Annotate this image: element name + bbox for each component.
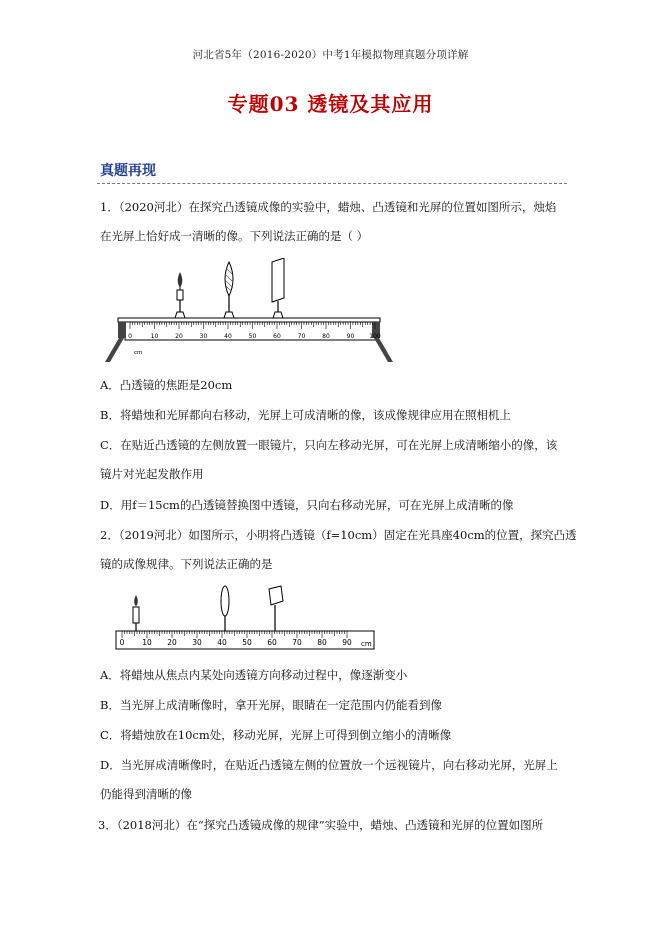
q2-ruler-unit: cm xyxy=(361,640,372,648)
q1-stem-line1: 1．（2020河北）在探究凸透镜成像的实验中，蜡烛、凸透镜和光屏的位置如图所示，烛焰 xyxy=(100,200,557,214)
q2-option-d-cont: 仍能得到清晰的像 xyxy=(100,787,192,801)
ruler-label: 100 xyxy=(369,333,381,340)
ruler-label: 50 xyxy=(248,333,257,340)
section-heading: 真题再现 xyxy=(100,163,156,179)
ruler-label: 70 xyxy=(292,638,302,647)
ruler-label: 50 xyxy=(242,638,252,647)
ruler-label: 30 xyxy=(199,333,208,340)
ruler-label: 40 xyxy=(217,638,227,647)
ruler-label: 90 xyxy=(346,333,355,340)
convex-lens-icon xyxy=(224,262,234,318)
q2-stem-line1: 2．（2019河北）如图所示，小明将凸透镜（f=10cm）固定在光具座40cm的位置，探究凸透 xyxy=(100,528,577,542)
ruler-label: 80 xyxy=(322,333,330,340)
ruler-label: 20 xyxy=(167,638,177,647)
q2-option-c: C．将蜡烛放在10cm处，移动光屏，光屏上可得到倒立缩小的清晰像 xyxy=(100,728,452,742)
ruler-label: 60 xyxy=(273,333,281,340)
ruler-label: 70 xyxy=(297,333,306,340)
ruler-label: 40 xyxy=(224,333,232,340)
bench-left-leg xyxy=(105,338,124,362)
ruler-label: 20 xyxy=(175,333,183,340)
q1-option-c-cont: 镜片对光起发散作用 xyxy=(100,467,204,481)
convex-lens-icon xyxy=(221,586,229,631)
page-title: 专题03 透镜及其应用 xyxy=(227,92,434,116)
q3-stem-line1: 3．（2018河北）在“探究凸透镜成像的规律”实验中，蜡烛、凸透镜和光屏的位置如图所 xyxy=(98,818,544,832)
ruler-label: 90 xyxy=(342,638,352,647)
bench-rail xyxy=(118,318,380,322)
ruler-label: 30 xyxy=(192,638,202,647)
section-divider xyxy=(97,183,567,184)
q1-option-b: B．将蜡烛和光屏都向右移动，光屏上可成清晰的像，该成像规律应用在照相机上 xyxy=(100,408,511,422)
ruler-label: 80 xyxy=(317,638,327,647)
q2-option-a: A．将蜡烛从焦点内某处向透镜方向移动过程中，像逐渐变小 xyxy=(100,668,408,682)
light-screen-icon xyxy=(272,258,284,318)
q1-ruler-unit: cm xyxy=(134,350,143,356)
page-header: 河北省5年（2016-2020）中考1年模拟物理真题分项详解 xyxy=(192,49,469,61)
q1-option-a: A．凸透镜的焦距是20cm xyxy=(100,378,233,392)
q1-optical-bench-figure xyxy=(100,258,400,368)
q1-option-d: D．用f＝15cm的凸透镜替换图中透镜，只向右移动光屏，可在光屏上成清晰的像 xyxy=(100,498,514,512)
ruler-label: 60 xyxy=(267,638,277,647)
q2-option-b: B．当光屏上成清晰像时，拿开光屏，眼睛在一定范围内仍能看到像 xyxy=(100,698,442,712)
ruler-label: 10 xyxy=(142,638,152,647)
candle-icon xyxy=(175,272,185,318)
ruler-label: 0 xyxy=(128,333,132,340)
ruler-label: 10 xyxy=(150,333,159,340)
q2-option-d: D．当光屏成清晰像时，在贴近凸透镜左侧的位置放一个远视镜片，向右移动光屏，光屏上 xyxy=(100,758,558,772)
bench-right-leg xyxy=(374,338,393,362)
q2-optical-bench-figure xyxy=(114,583,378,653)
bench-left-end xyxy=(118,322,126,338)
q1-stem-line2: 在光屏上恰好成一清晰的像。下列说法正确的是（ ） xyxy=(100,229,369,243)
candle-icon xyxy=(133,595,139,631)
ruler-label: 0 xyxy=(119,638,125,647)
q1-option-c: C．在贴近凸透镜的左侧放置一眼镜片，只向左移动光屏，可在光屏上成清晰缩小的像，该 xyxy=(100,438,558,452)
light-screen-icon xyxy=(269,586,283,631)
q2-stem-line2: 镜的成像规律。下列说法正确的是 xyxy=(100,557,273,571)
